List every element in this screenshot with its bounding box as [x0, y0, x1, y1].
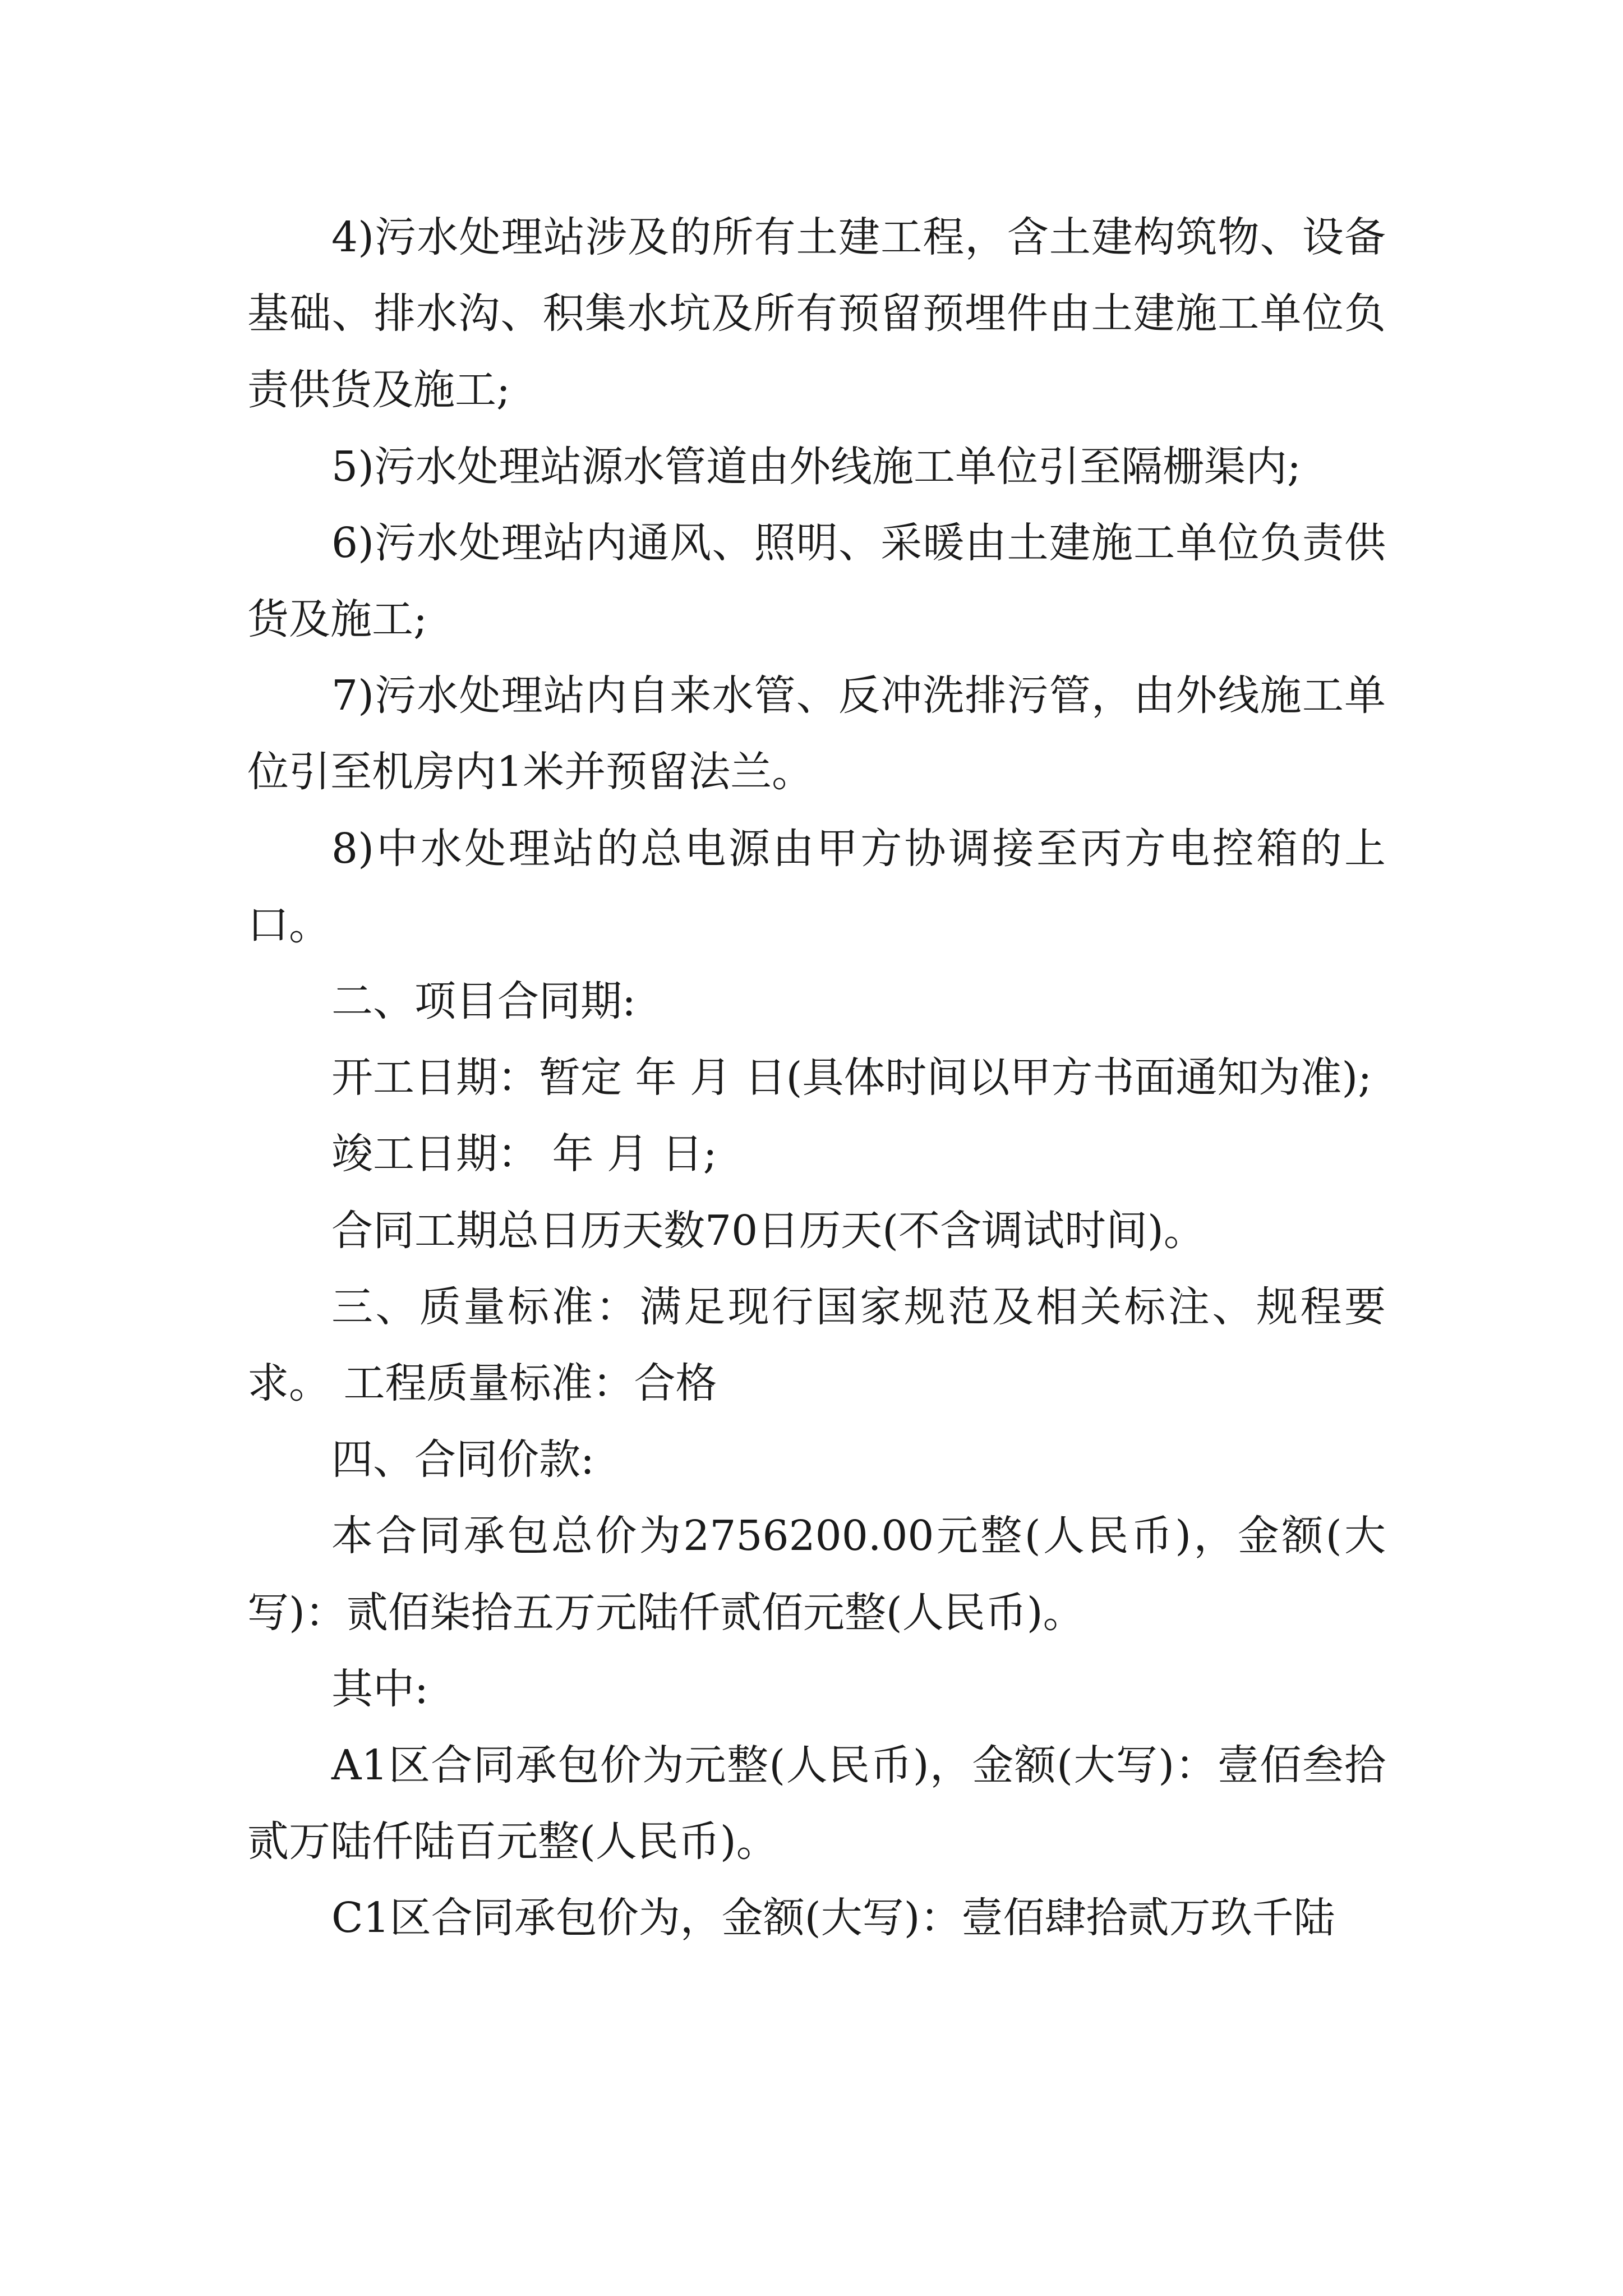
- total-contract-price: 本合同承包总价为2756200.00元整(人民币)，金额(大写)：贰佰柒拾五万元陆仟贰佰元整(人民币)。: [247, 1512, 1386, 1637]
- paragraph-item-6: 6)污水处理站内通风、照明、采暖由土建施工单位负责供货及施工;: [247, 518, 1386, 644]
- contract-duration: 合同工期总日历天数70日历天(不含调试时间)。: [331, 1206, 1205, 1255]
- breakdown-label: 其中:: [331, 1664, 428, 1713]
- zone-a1-price: A1区合同承包价为元整(人民币)，金额(大写)：壹佰叁拾贰万陆仟陆百元整(人民币)。: [247, 1741, 1386, 1866]
- paragraph-item-8: 8)中水处理站的总电源由甲方协调接至丙方电控箱的上口。: [247, 824, 1386, 949]
- section-heading-quality-standard: 三、质量标准：满足现行国家规范及相关标注、规程要求。 工程质量标准：合格: [247, 1282, 1386, 1408]
- document-body: [247, 199, 1386, 1957]
- paragraph-item-7: 7)污水处理站内自来水管、反冲洗排污管，由外线施工单位引至机房内1米并预留法兰。: [247, 671, 1386, 797]
- zone-c1-price: C1区合同承包价为，金额(大写)：壹佰肆拾贰万玖千陆: [331, 1894, 1335, 1943]
- paragraph-item-4: 4)污水处理站涉及的所有土建工程，含土建构筑物、设备基础、排水沟、积集水坑及所有预留预埋件由土建施工单位负责供货及施工;: [247, 213, 1386, 415]
- start-date: 开工日期：暂定 年 月 日(具体时间以甲方书面通知为准);: [331, 1053, 1372, 1102]
- completion-date: 竣工日期： 年 月 日;: [331, 1130, 717, 1179]
- paragraph-item-5: 5)污水处理站源水管道由外线施工单位引至隔栅渠内;: [331, 442, 1301, 491]
- section-heading-contract-price: 四、合同价款:: [331, 1435, 594, 1484]
- section-heading-contract-period: 二、项目合同期:: [331, 977, 636, 1026]
